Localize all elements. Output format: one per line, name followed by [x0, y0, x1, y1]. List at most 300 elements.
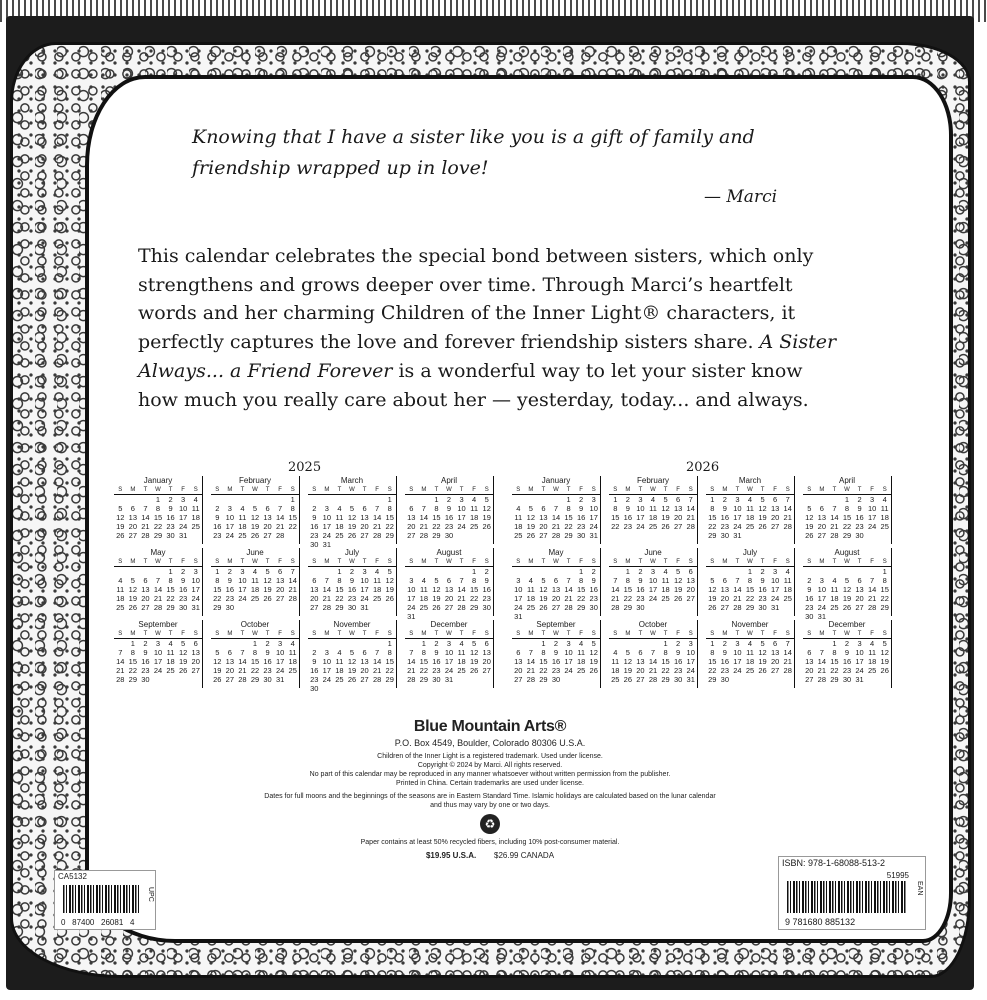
day-cell: 27: [360, 675, 369, 684]
month-name: January: [143, 476, 173, 485]
day-cell: 3: [278, 639, 283, 648]
day-cell: 24: [153, 666, 163, 675]
day-cell: 25: [335, 675, 344, 684]
day-cell: 1: [882, 567, 887, 576]
day-cell: 8: [252, 648, 258, 657]
day-cell: 19: [805, 522, 814, 531]
day-cell: 5: [710, 576, 715, 585]
weekday-header: [706, 486, 794, 495]
weekday-header: [211, 558, 299, 567]
day-cell: 9: [722, 504, 727, 513]
weekday-label: T: [337, 559, 342, 565]
day-cell: 5: [387, 567, 392, 576]
day-cell: 18: [419, 594, 429, 603]
day-cell: 16: [347, 585, 357, 594]
weekday-label: T: [240, 631, 245, 637]
day-cell: 13: [128, 513, 138, 522]
day-cell: 24: [322, 531, 332, 540]
weekday-label: S: [193, 487, 198, 493]
day-cell: 26: [347, 531, 357, 540]
day-cell: 15: [419, 657, 429, 666]
day-cell: 5: [434, 576, 439, 585]
day-cell: 1: [472, 567, 477, 576]
day-cell: 25: [288, 666, 297, 675]
day-cell: 26: [250, 531, 260, 540]
day-cell: 19: [661, 513, 670, 522]
weekday-label: F: [472, 559, 476, 565]
day-cell: 1: [747, 567, 753, 576]
day-cell: 5: [118, 504, 123, 513]
day-cell: 20: [310, 594, 319, 603]
day-cell: 28: [419, 531, 429, 540]
day-cell: 17: [589, 513, 598, 522]
day-cell: 25: [419, 603, 429, 612]
day-cell: 12: [250, 513, 260, 522]
weekday-label: F: [579, 631, 583, 637]
day-cell: 14: [611, 585, 620, 594]
day-cell: 3: [688, 639, 693, 648]
weekday-header: [114, 486, 202, 495]
upc-code-label: CA5132: [58, 872, 87, 881]
day-cell: 18: [611, 666, 620, 675]
day-cell: 10: [733, 504, 742, 513]
day-cell: 19: [347, 666, 357, 675]
day-cell: 7: [118, 648, 123, 657]
weekday-label: S: [409, 487, 414, 493]
day-cell: 5: [484, 495, 489, 504]
month-february: [609, 476, 698, 544]
weekday-label: T: [168, 559, 173, 565]
weekday-label: M: [324, 559, 330, 565]
day-cell: 22: [842, 522, 852, 531]
day-cell: 14: [686, 504, 695, 513]
month-march: [706, 476, 795, 544]
weekday-label: W: [650, 559, 656, 565]
weekday-label: S: [591, 631, 596, 637]
ean-side-label: EAN: [916, 881, 923, 896]
day-cell: 27: [141, 603, 150, 612]
day-cell: 16: [178, 585, 188, 594]
day-cell: 12: [526, 513, 536, 522]
day-cell: 24: [444, 666, 454, 675]
day-cell: 1: [844, 495, 850, 504]
day-cell: 11: [288, 648, 297, 657]
weekday-header: [308, 630, 396, 639]
day-cell: 4: [118, 576, 123, 585]
day-cell: 2: [181, 567, 186, 576]
day-cell: 31: [178, 531, 188, 540]
day-cell: 20: [444, 594, 454, 603]
weekday-label: M: [625, 559, 631, 565]
weekday-label: T: [735, 631, 740, 637]
day-cell: 7: [832, 504, 837, 513]
day-cell: 27: [539, 531, 548, 540]
day-cell: 30: [758, 603, 767, 612]
day-cell: 23: [623, 522, 633, 531]
day-cell: 23: [178, 594, 188, 603]
weekday-label: W: [349, 559, 355, 565]
day-cell: 24: [564, 666, 573, 675]
day-cell: 27: [686, 594, 695, 603]
day-cell: 23: [805, 603, 814, 612]
weekday-header: [308, 486, 396, 495]
day-cell: 26: [842, 603, 852, 612]
day-cell: 2: [807, 576, 812, 585]
day-cell: 28: [830, 531, 839, 540]
day-cell: 18: [166, 657, 175, 666]
day-cell: 27: [817, 531, 827, 540]
weekday-label: W: [747, 631, 753, 637]
weekday-header: [405, 486, 493, 495]
day-cell: 12: [347, 657, 357, 666]
month-april: [803, 476, 892, 544]
day-cell: 5: [181, 639, 186, 648]
day-cell: 23: [225, 594, 235, 603]
day-cell: 28: [611, 603, 620, 612]
day-cell: 22: [166, 594, 175, 603]
day-cell: 25: [611, 675, 620, 684]
day-cell: 26: [116, 531, 125, 540]
day-cell: 23: [589, 594, 598, 603]
month-may: [114, 548, 203, 616]
day-cell: 11: [251, 576, 259, 585]
day-cell: 3: [735, 639, 740, 648]
day-cell: 14: [564, 585, 573, 594]
day-cell: 28: [153, 603, 163, 612]
day-cell: 1: [566, 495, 571, 504]
day-cell: 9: [553, 648, 559, 657]
day-cell: 29: [745, 603, 755, 612]
day-cell: 14: [153, 585, 163, 594]
day-cell: 22: [564, 522, 573, 531]
day-cell: 22: [288, 522, 297, 531]
day-cell: 8: [832, 648, 837, 657]
day-cell: 8: [434, 504, 439, 513]
month-july: [308, 548, 397, 616]
weekday-label: S: [387, 559, 392, 565]
rights-note: No part of this calendar may be reproduced in any manner whatsoever without written permission from the publisher.: [309, 771, 671, 778]
day-cell: 5: [528, 504, 533, 513]
day-cell: 10: [867, 504, 877, 513]
day-cell: 28: [322, 603, 332, 612]
day-cell: 29: [830, 675, 839, 684]
day-cell: 11: [661, 576, 670, 585]
day-cell: 25: [335, 531, 344, 540]
month-april: [405, 476, 494, 544]
weekday-label: W: [446, 631, 452, 637]
weekday-header: [803, 558, 891, 567]
month-september: [114, 620, 203, 688]
day-cell: 6: [807, 648, 812, 657]
day-cell: 12: [178, 648, 188, 657]
day-cell: 3: [324, 648, 329, 657]
weekday-label: T: [143, 559, 148, 565]
day-cell: 21: [686, 513, 695, 522]
weekday-header: [803, 630, 891, 639]
ean-bars: [787, 881, 907, 913]
weekday-label: W: [349, 487, 355, 493]
day-cell: 1: [387, 495, 392, 504]
day-cell: 26: [482, 522, 491, 531]
day-cell: 18: [514, 522, 523, 531]
day-cell: 25: [238, 531, 247, 540]
month-august: [405, 548, 494, 621]
day-cell: 17: [322, 522, 332, 531]
day-cell: 4: [421, 576, 426, 585]
day-cell: 17: [817, 594, 827, 603]
weekday-label: M: [819, 487, 825, 493]
day-cell: 19: [432, 594, 441, 603]
day-cell: 12: [842, 585, 852, 594]
day-cell: 4: [193, 495, 198, 504]
day-cell: 29: [432, 531, 441, 540]
weekday-label: S: [409, 559, 414, 565]
day-cell: 11: [373, 576, 382, 585]
day-cell: 30: [720, 531, 730, 540]
weekday-label: S: [312, 631, 317, 637]
day-cell: 6: [819, 504, 824, 513]
day-cell: 26: [432, 603, 441, 612]
day-cell: 20: [482, 657, 491, 666]
weekday-label: S: [215, 559, 220, 565]
day-cell: 22: [745, 594, 755, 603]
day-grid: [706, 495, 794, 540]
description-part-1: This calendar celebrates the special bond between sisters, which only strengthens and grows deeper over time. Through Marci’s heartfelt words and her charming Children of the Inner Light® characters, it perfectly captures the love and forever friendship sisters share.: [138, 245, 814, 354]
weekday-label: M: [421, 487, 427, 493]
day-cell: 8: [387, 504, 392, 513]
day-cell: 3: [638, 495, 643, 504]
day-cell: 10: [153, 648, 163, 657]
day-cell: 14: [551, 513, 561, 522]
day-cell: 12: [673, 576, 683, 585]
day-cell: 29: [576, 603, 586, 612]
day-cell: 5: [215, 648, 220, 657]
day-cell: 25: [576, 666, 586, 675]
day-cell: 19: [116, 522, 125, 531]
day-cell: 8: [387, 648, 392, 657]
day-cell: 27: [444, 603, 454, 612]
weekday-header: [512, 486, 600, 495]
day-cell: 29: [128, 675, 138, 684]
day-cell: 13: [360, 657, 369, 666]
day-cell: 28: [564, 603, 573, 612]
day-cell: 1: [168, 567, 173, 576]
weekday-label: F: [870, 631, 874, 637]
ean-barcode: [778, 856, 926, 930]
day-cell: 16: [225, 585, 235, 594]
day-grid: [114, 639, 202, 684]
month-name: August: [436, 548, 462, 557]
day-cell: 1: [130, 639, 135, 648]
day-cell: 27: [551, 603, 561, 612]
day-cell: 10: [564, 648, 573, 657]
day-cell: 29: [661, 675, 670, 684]
day-cell: 1: [252, 639, 258, 648]
day-cell: 26: [178, 666, 188, 675]
day-grid: [114, 567, 202, 612]
day-cell: 20: [673, 513, 683, 522]
day-cell: 11: [746, 504, 754, 513]
day-cell: 18: [648, 513, 658, 522]
day-grid: [512, 639, 600, 684]
day-cell: 1: [215, 567, 220, 576]
weekday-label: T: [459, 631, 464, 637]
day-cell: 1: [434, 495, 439, 504]
price-canada: $26.99 CANADA: [494, 851, 555, 860]
month-december: [803, 620, 892, 688]
day-cell: 7: [553, 504, 559, 513]
day-grid: [803, 495, 891, 540]
weekday-label: T: [168, 487, 173, 493]
day-cell: 16: [213, 522, 222, 531]
day-cell: 28: [372, 675, 382, 684]
weekday-header: [706, 630, 794, 639]
month-name: November: [333, 620, 371, 629]
day-cell: 1: [337, 567, 342, 576]
day-cell: 13: [444, 585, 454, 594]
day-cell: 8: [710, 504, 715, 513]
day-cell: 26: [673, 594, 683, 603]
weekday-label: W: [349, 631, 355, 637]
weekday-label: F: [278, 487, 282, 493]
day-cell: 8: [663, 648, 668, 657]
day-cell: 28: [686, 522, 695, 531]
weekday-label: F: [472, 631, 476, 637]
day-cell: 30: [482, 603, 491, 612]
day-cell: 14: [830, 513, 839, 522]
day-cell: 1: [387, 639, 392, 648]
day-cell: 7: [785, 639, 790, 648]
day-cell: 12: [213, 657, 222, 666]
day-cell: 13: [770, 504, 780, 513]
day-cell: 26: [758, 522, 767, 531]
day-cell: 21: [817, 666, 827, 675]
day-cell: 30: [347, 603, 357, 612]
weekday-label: T: [566, 559, 571, 565]
day-cell: 31: [322, 540, 332, 549]
day-cell: 10: [686, 648, 695, 657]
day-cell: 26: [758, 666, 767, 675]
day-cell: 2: [312, 648, 317, 657]
day-cell: 20: [805, 666, 814, 675]
day-cell: 15: [166, 585, 175, 594]
day-cell: 16: [310, 522, 319, 531]
day-cell: 19: [673, 585, 683, 594]
day-cell: 9: [349, 576, 355, 585]
day-cell: 26: [347, 675, 357, 684]
weekday-label: S: [613, 631, 618, 637]
day-cell: 2: [312, 504, 317, 513]
day-cell: 17: [275, 657, 285, 666]
day-cell: 16: [842, 657, 852, 666]
quote-author: — Marci: [704, 187, 778, 207]
day-cell: 10: [407, 585, 416, 594]
month-name: March: [738, 476, 762, 485]
day-cell: 20: [770, 513, 780, 522]
weekday-label: M: [421, 559, 427, 565]
day-cell: 28: [457, 603, 466, 612]
day-cell: 1: [155, 495, 161, 504]
day-cell: 7: [785, 495, 790, 504]
weekday-header: [114, 558, 202, 567]
day-cell: 15: [661, 657, 670, 666]
weekday-label: W: [155, 559, 161, 565]
day-cell: 19: [469, 657, 479, 666]
day-cell: 31: [770, 603, 780, 612]
day-cell: 15: [745, 585, 755, 594]
month-name: October: [638, 620, 668, 629]
day-cell: 17: [686, 657, 695, 666]
day-cell: 10: [636, 504, 645, 513]
weekday-label: S: [807, 631, 812, 637]
day-cell: 10: [855, 648, 864, 657]
day-cell: 20: [817, 522, 827, 531]
day-cell: 4: [337, 504, 342, 513]
day-cell: 18: [830, 594, 839, 603]
day-cell: 22: [611, 522, 620, 531]
day-cell: 27: [720, 603, 730, 612]
day-cell: 12: [589, 648, 598, 657]
day-cell: 12: [623, 657, 633, 666]
price-us: $19.95 U.S.A.: [425, 851, 477, 860]
day-cell: 7: [240, 648, 245, 657]
day-cell: 16: [432, 657, 441, 666]
day-cell: 29: [335, 603, 344, 612]
day-cell: 4: [579, 639, 584, 648]
day-cell: 19: [623, 666, 633, 675]
day-cell: 15: [842, 513, 852, 522]
day-cell: 2: [625, 495, 630, 504]
month-september: [512, 620, 601, 688]
day-cell: 12: [758, 504, 767, 513]
weekday-label: M: [625, 631, 631, 637]
weekday-label: F: [676, 487, 680, 493]
day-cell: 24: [817, 603, 827, 612]
day-cell: 16: [855, 513, 864, 522]
day-cell: 29: [708, 675, 717, 684]
day-cell: 17: [867, 513, 877, 522]
day-cell: 2: [857, 495, 862, 504]
day-cell: 20: [551, 594, 561, 603]
day-cell: 16: [482, 585, 491, 594]
day-cell: 29: [564, 531, 573, 540]
day-cell: 21: [783, 657, 792, 666]
day-cell: 2: [676, 639, 681, 648]
day-cell: 23: [482, 594, 491, 603]
weekday-header: [211, 486, 299, 495]
day-cell: 5: [844, 576, 850, 585]
day-cell: 30: [589, 603, 598, 612]
day-cell: 17: [178, 513, 188, 522]
day-cell: 22: [708, 666, 717, 675]
weekday-label: W: [155, 487, 161, 493]
day-cell: 31: [686, 675, 695, 684]
day-cell: 3: [819, 576, 824, 585]
day-cell: 17: [360, 585, 369, 594]
day-cell: 11: [649, 504, 657, 513]
day-cell: 2: [553, 639, 559, 648]
day-cell: 15: [623, 585, 633, 594]
day-cell: 9: [484, 576, 489, 585]
day-cell: 23: [347, 594, 357, 603]
day-cell: 3: [362, 567, 367, 576]
weekday-label: S: [710, 487, 715, 493]
day-cell: 13: [275, 576, 285, 585]
day-cell: 9: [625, 504, 630, 513]
day-cell: 2: [722, 495, 727, 504]
day-cell: 4: [459, 639, 464, 648]
day-cell: 24: [178, 522, 188, 531]
